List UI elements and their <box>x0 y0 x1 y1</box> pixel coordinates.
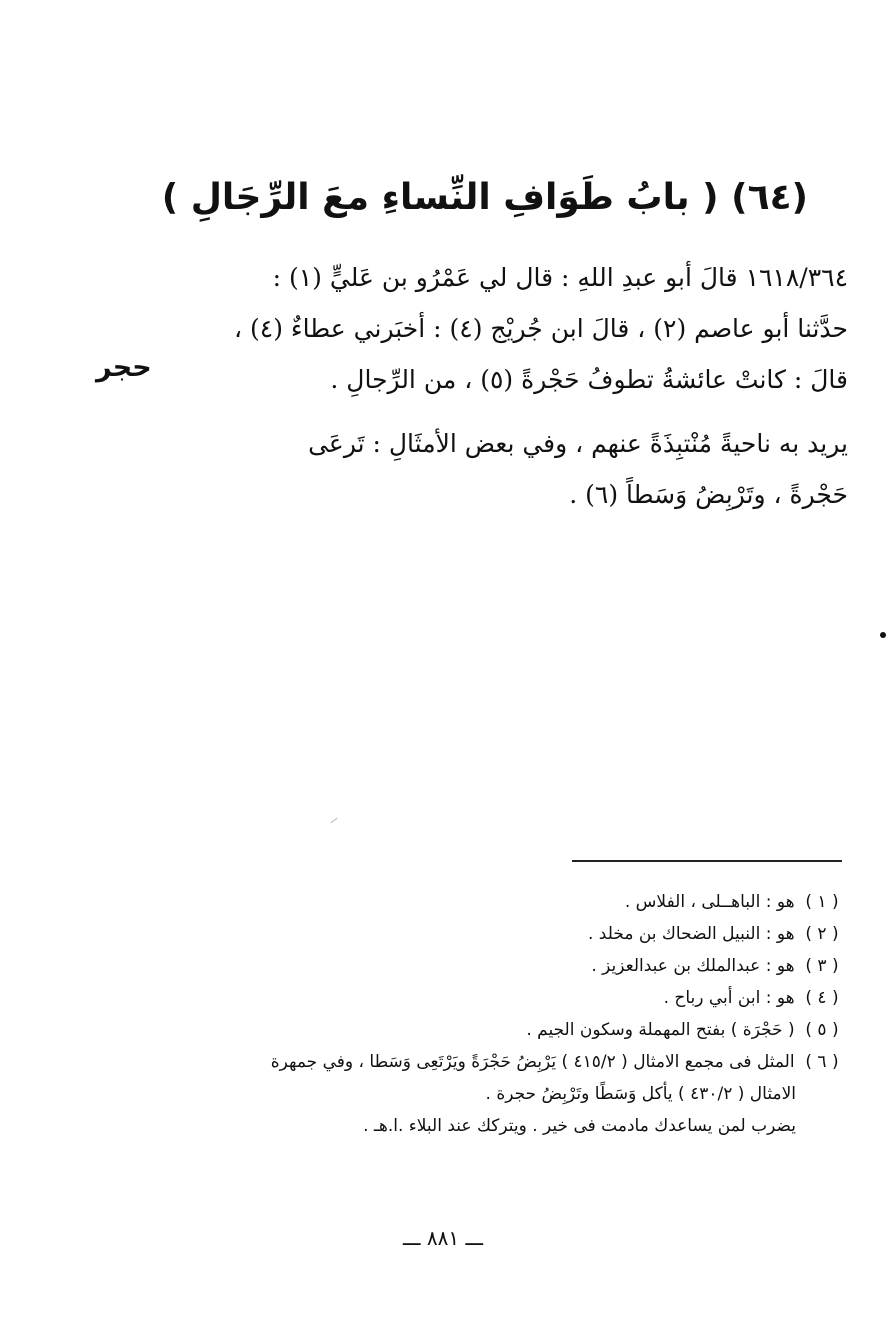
footnote-text: هو : عبدالملك بن عبدالعزيز . <box>591 956 795 976</box>
footnotes <box>144 886 844 1142</box>
margin-keyword: حجر <box>96 352 152 383</box>
page-number: ـــ ٨٨١ ـــ <box>402 1226 484 1250</box>
hadith-line: قالَ : كانتْ عائشةُ تطوفُ حَجْرةً (٥) ، من الرِّجالِ . <box>330 365 848 394</box>
footnote-item <box>144 950 844 982</box>
footnote-number: ( ٤ ) <box>805 988 839 1008</box>
footnote-item <box>144 918 844 950</box>
footnote-text: المثل فى مجمع الامثال ( ٤١٥/٢ ) يَرْبِضُ حَجْرَةً ويَرْتَعِى وَسَطا ، وفي جمهرة <box>270 1052 795 1072</box>
footnote-text: هو : الباهــلى ، الفلاس . <box>624 892 795 912</box>
footnote-number: ( ١ ) <box>805 892 839 912</box>
footnote-text: هو : النبيل الضحاك بن مخلد . <box>588 924 795 944</box>
commentary-text <box>148 418 848 520</box>
footnote-item <box>144 1014 844 1046</box>
footnote-number: ( ٣ ) <box>805 956 839 976</box>
commentary-line: حَجْرةً ، وتَرْبِضُ وَسَطاً (٦) . <box>569 480 848 509</box>
margin-dot <box>880 632 886 638</box>
chapter-title: (٦٤) ( بابُ طَوَافِ النِّساءِ معَ الرِّجَالِ ) <box>161 177 808 218</box>
footnote-text: هو : ابن أبي رباح . <box>663 988 795 1008</box>
hadith-line: ١٦١٨/٣٦٤ قالَ أبو عبدِ اللهِ : قال لي عَمْرُو بن عَليٍّ (١) : <box>272 263 848 292</box>
commentary-line: يريد به ناحيةً مُنْتبِذَةً عنهم ، وفي بعض الأمثَالِ : تَرعَى <box>308 429 848 458</box>
footnote-item <box>144 886 844 918</box>
footnote-text: ( حَجْرَة ) بفتح المهملة وسكون الجيم . <box>526 1020 795 1040</box>
hadith-text <box>148 252 848 405</box>
footnote-number: ( ٥ ) <box>805 1020 839 1040</box>
footnote-continuation: يضرب لمن يساعدك مادمت فى خير . ويتركك عند البلاء .ا.هـ . <box>363 1116 796 1136</box>
footnote-divider <box>572 860 842 862</box>
footnote-number: ( ٦ ) <box>805 1052 839 1072</box>
scan-speck <box>330 818 337 823</box>
footnote-number: ( ٢ ) <box>805 924 839 944</box>
footnote-item <box>144 1046 844 1078</box>
hadith-line: حدَّثنا أبو عاصم (٢) ، قالَ ابن جُريْج (٤) : أخبَرني عطاءٌ (٤) ، <box>234 314 848 343</box>
footnote-continuation: الامثال ( ٤٣٠/٢ ) يأكل وَسَطًا وتَرْبِضُ حجرة . <box>485 1084 796 1104</box>
footnote-item <box>144 982 844 1014</box>
